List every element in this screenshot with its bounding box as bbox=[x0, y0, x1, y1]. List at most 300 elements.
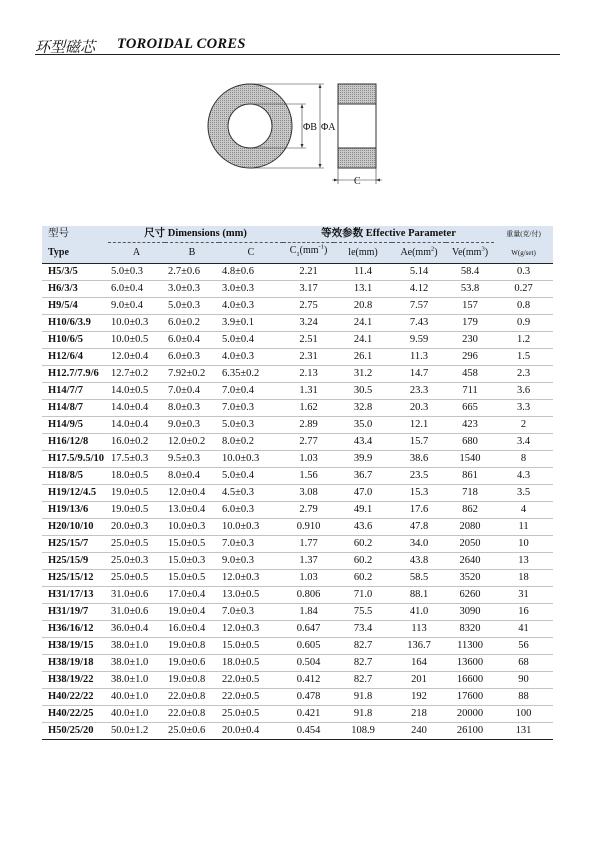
cell-le: 31.2 bbox=[334, 366, 392, 383]
cell-ve: 458 bbox=[446, 366, 494, 383]
cell-ve: 665 bbox=[446, 400, 494, 417]
cell-ae: 23.3 bbox=[392, 383, 446, 400]
cell-ve: 680 bbox=[446, 434, 494, 451]
table-row bbox=[42, 434, 553, 451]
cell-ae: 164 bbox=[392, 655, 446, 672]
cell-c: 20.0±0.4 bbox=[219, 723, 283, 740]
col-ae-header: $Ae(mm^2)$ bbox=[392, 243, 446, 264]
cell-ae: 41.0 bbox=[392, 604, 446, 621]
cell-c1: 3.08 bbox=[283, 485, 334, 502]
col-c-header: C bbox=[219, 243, 283, 264]
table-header-row-1 bbox=[42, 226, 553, 243]
cell-weight: 4.3 bbox=[494, 468, 553, 485]
cell-b: 12.0±0.2 bbox=[165, 434, 219, 451]
cell-c1: 0.910 bbox=[283, 519, 334, 536]
cell-ae: 218 bbox=[392, 706, 446, 723]
cores-table bbox=[42, 226, 553, 740]
table-row bbox=[42, 689, 553, 706]
cell-c: 12.0±0.3 bbox=[219, 621, 283, 638]
cell-ae: 192 bbox=[392, 689, 446, 706]
cell-le: 24.1 bbox=[334, 332, 392, 349]
cell-le: 91.8 bbox=[334, 706, 392, 723]
table-row bbox=[42, 417, 553, 434]
cell-c: 25.0±0.5 bbox=[219, 706, 283, 723]
type-header: Type bbox=[42, 243, 108, 264]
effective-parameter-header: 等效参数 Effective Parameter bbox=[283, 226, 494, 243]
title-en: TOROIDAL CORES bbox=[117, 36, 246, 52]
cell-a: 14.0±0.4 bbox=[108, 417, 165, 434]
cell-ae: 113 bbox=[392, 621, 446, 638]
cell-a: 50.0±1.2 bbox=[108, 723, 165, 740]
cell-c1: 1.03 bbox=[283, 451, 334, 468]
table-row bbox=[42, 298, 553, 315]
table-row bbox=[42, 485, 553, 502]
cell-le: 24.1 bbox=[334, 315, 392, 332]
cell-a: 40.0±1.0 bbox=[108, 689, 165, 706]
cell-type: H25/15/7 bbox=[42, 536, 108, 553]
cell-c: 9.0±0.3 bbox=[219, 553, 283, 570]
ring-inner bbox=[228, 104, 272, 148]
cell-le: 82.7 bbox=[334, 672, 392, 689]
col-c1-header: $C_1(mm^{-1})$ bbox=[283, 243, 334, 264]
cell-c1: 0.605 bbox=[283, 638, 334, 655]
cell-c1: 0.454 bbox=[283, 723, 334, 740]
cell-le: 60.2 bbox=[334, 570, 392, 587]
cell-c: 5.0±0.4 bbox=[219, 468, 283, 485]
table-row bbox=[42, 281, 553, 298]
cell-weight: 1.2 bbox=[494, 332, 553, 349]
cell-ae: 14.7 bbox=[392, 366, 446, 383]
cell-c: 5.0±0.4 bbox=[219, 332, 283, 349]
cell-type: H20/10/10 bbox=[42, 519, 108, 536]
cell-a: 19.0±0.5 bbox=[108, 502, 165, 519]
cell-le: 47.0 bbox=[334, 485, 392, 502]
table-row bbox=[42, 706, 553, 723]
cell-ve: 53.8 bbox=[446, 281, 494, 298]
cell-type: H6/3/3 bbox=[42, 281, 108, 298]
table-row bbox=[42, 315, 553, 332]
cell-c1: 2.51 bbox=[283, 332, 334, 349]
cell-c: 8.0±0.2 bbox=[219, 434, 283, 451]
cell-c1: 1.62 bbox=[283, 400, 334, 417]
cell-b: 19.0±0.8 bbox=[165, 638, 219, 655]
cell-ve: 58.4 bbox=[446, 264, 494, 281]
core-diagram bbox=[200, 80, 400, 190]
table-row bbox=[42, 570, 553, 587]
table-row bbox=[42, 451, 553, 468]
cell-a: 38.0±1.0 bbox=[108, 638, 165, 655]
cell-ve: 296 bbox=[446, 349, 494, 366]
table-row bbox=[42, 723, 553, 740]
toroid-drawing bbox=[200, 80, 400, 190]
cell-weight: 3.4 bbox=[494, 434, 553, 451]
page-header bbox=[35, 36, 560, 54]
cell-type: H19/13/6 bbox=[42, 502, 108, 519]
cell-c1: 2.21 bbox=[283, 264, 334, 281]
cell-b: 8.0±0.3 bbox=[165, 400, 219, 417]
cell-a: 18.0±0.5 bbox=[108, 468, 165, 485]
cell-a: 14.0±0.4 bbox=[108, 400, 165, 417]
cell-c: 4.5±0.3 bbox=[219, 485, 283, 502]
cell-le: 20.8 bbox=[334, 298, 392, 315]
cell-c1: 2.75 bbox=[283, 298, 334, 315]
cell-weight: 31 bbox=[494, 587, 553, 604]
cell-le: 11.4 bbox=[334, 264, 392, 281]
cell-type: H14/8/7 bbox=[42, 400, 108, 417]
cell-weight: 131 bbox=[494, 723, 553, 740]
cell-b: 5.0±0.3 bbox=[165, 298, 219, 315]
cell-weight: 3.6 bbox=[494, 383, 553, 400]
cell-a: 25.0±0.5 bbox=[108, 570, 165, 587]
cell-le: 60.2 bbox=[334, 536, 392, 553]
table-header-row-2 bbox=[42, 243, 553, 264]
cell-le: 39.9 bbox=[334, 451, 392, 468]
cell-weight: 16 bbox=[494, 604, 553, 621]
cell-ve: 16600 bbox=[446, 672, 494, 689]
cell-b: 3.0±0.3 bbox=[165, 281, 219, 298]
cell-ve: 230 bbox=[446, 332, 494, 349]
cell-ve: 157 bbox=[446, 298, 494, 315]
cell-c: 4.0±0.3 bbox=[219, 349, 283, 366]
cell-b: 19.0±0.4 bbox=[165, 604, 219, 621]
label-b: ΦB bbox=[303, 122, 317, 133]
cell-b: 19.0±0.6 bbox=[165, 655, 219, 672]
col-le-header: le(mm) bbox=[334, 243, 392, 264]
table-row bbox=[42, 519, 553, 536]
cell-le: 36.7 bbox=[334, 468, 392, 485]
cell-le: 91.8 bbox=[334, 689, 392, 706]
cell-c1: 2.77 bbox=[283, 434, 334, 451]
cell-b: 22.0±0.8 bbox=[165, 689, 219, 706]
cell-ve: 718 bbox=[446, 485, 494, 502]
cell-c: 5.0±0.3 bbox=[219, 417, 283, 434]
cell-weight: 56 bbox=[494, 638, 553, 655]
table-row bbox=[42, 672, 553, 689]
cell-b: 15.0±0.5 bbox=[165, 570, 219, 587]
cell-type: H36/16/12 bbox=[42, 621, 108, 638]
cell-type: H38/19/22 bbox=[42, 672, 108, 689]
cell-weight: 1.5 bbox=[494, 349, 553, 366]
cell-a: 25.0±0.3 bbox=[108, 553, 165, 570]
cell-c: 6.35±0.2 bbox=[219, 366, 283, 383]
table-row bbox=[42, 366, 553, 383]
cell-c1: 2.13 bbox=[283, 366, 334, 383]
cell-ve: 8320 bbox=[446, 621, 494, 638]
cell-c: 12.0±0.3 bbox=[219, 570, 283, 587]
cell-type: H38/19/15 bbox=[42, 638, 108, 655]
cell-ae: 43.8 bbox=[392, 553, 446, 570]
cell-ve: 2050 bbox=[446, 536, 494, 553]
cell-a: 31.0±0.6 bbox=[108, 587, 165, 604]
col-weight-header: W(g/set) bbox=[494, 243, 553, 264]
cell-c1: 1.31 bbox=[283, 383, 334, 400]
cell-type: H5/3/5 bbox=[42, 264, 108, 281]
cell-type: H12/6/4 bbox=[42, 349, 108, 366]
cell-ae: 20.3 bbox=[392, 400, 446, 417]
cell-c: 22.0±0.5 bbox=[219, 689, 283, 706]
cell-ae: 4.12 bbox=[392, 281, 446, 298]
cell-b: 6.0±0.4 bbox=[165, 332, 219, 349]
cell-ve: 3090 bbox=[446, 604, 494, 621]
cell-b: 22.0±0.8 bbox=[165, 706, 219, 723]
cell-weight: 4 bbox=[494, 502, 553, 519]
cell-c1: 2.89 bbox=[283, 417, 334, 434]
cell-a: 17.5±0.3 bbox=[108, 451, 165, 468]
table-row bbox=[42, 400, 553, 417]
cell-c: 13.0±0.5 bbox=[219, 587, 283, 604]
cell-c1: 2.31 bbox=[283, 349, 334, 366]
cell-ae: 11.3 bbox=[392, 349, 446, 366]
cell-ve: 6260 bbox=[446, 587, 494, 604]
cell-le: 82.7 bbox=[334, 638, 392, 655]
cell-le: 108.9 bbox=[334, 723, 392, 740]
cell-ae: 47.8 bbox=[392, 519, 446, 536]
cell-ae: 88.1 bbox=[392, 587, 446, 604]
table-row bbox=[42, 468, 553, 485]
cell-b: 6.0±0.3 bbox=[165, 349, 219, 366]
cell-a: 40.0±1.0 bbox=[108, 706, 165, 723]
cell-le: 73.4 bbox=[334, 621, 392, 638]
cell-le: 32.8 bbox=[334, 400, 392, 417]
cell-type: H50/25/20 bbox=[42, 723, 108, 740]
cell-weight: 0.27 bbox=[494, 281, 553, 298]
table-row bbox=[42, 332, 553, 349]
cell-ae: 5.14 bbox=[392, 264, 446, 281]
cell-weight: 0.8 bbox=[494, 298, 553, 315]
cell-b: 17.0±0.4 bbox=[165, 587, 219, 604]
cell-c1: 0.421 bbox=[283, 706, 334, 723]
cell-weight: 8 bbox=[494, 451, 553, 468]
cell-type: H18/8/5 bbox=[42, 468, 108, 485]
cell-c: 7.0±0.4 bbox=[219, 383, 283, 400]
side-view-top bbox=[338, 84, 376, 104]
cell-c1: 0.647 bbox=[283, 621, 334, 638]
cell-weight: 10 bbox=[494, 536, 553, 553]
cell-c: 3.0±0.3 bbox=[219, 281, 283, 298]
cell-c: 7.0±0.3 bbox=[219, 400, 283, 417]
cell-a: 9.0±0.4 bbox=[108, 298, 165, 315]
cell-b: 8.0±0.4 bbox=[165, 468, 219, 485]
cell-ae: 7.43 bbox=[392, 315, 446, 332]
table-row bbox=[42, 655, 553, 672]
cell-b: 12.0±0.4 bbox=[165, 485, 219, 502]
cell-ae: 58.5 bbox=[392, 570, 446, 587]
cell-ae: 38.6 bbox=[392, 451, 446, 468]
cell-type: H10/6/3.9 bbox=[42, 315, 108, 332]
cell-ve: 20000 bbox=[446, 706, 494, 723]
cell-ve: 2640 bbox=[446, 553, 494, 570]
cell-le: 35.0 bbox=[334, 417, 392, 434]
cell-type: H31/17/13 bbox=[42, 587, 108, 604]
cell-ve: 862 bbox=[446, 502, 494, 519]
cell-a: 38.0±1.0 bbox=[108, 655, 165, 672]
cell-type: H9/5/4 bbox=[42, 298, 108, 315]
cell-weight: 41 bbox=[494, 621, 553, 638]
cell-type: H12.7/7.9/6 bbox=[42, 366, 108, 383]
cell-c1: 3.17 bbox=[283, 281, 334, 298]
cell-type: H17.5/9.5/10 bbox=[42, 451, 108, 468]
cell-ae: 7.57 bbox=[392, 298, 446, 315]
cell-a: 10.0±0.5 bbox=[108, 332, 165, 349]
cell-b: 25.0±0.6 bbox=[165, 723, 219, 740]
cell-type: H40/22/22 bbox=[42, 689, 108, 706]
cell-ve: 1540 bbox=[446, 451, 494, 468]
header-rule bbox=[35, 54, 560, 55]
table-row bbox=[42, 349, 553, 366]
cell-le: 13.1 bbox=[334, 281, 392, 298]
table-row bbox=[42, 536, 553, 553]
cell-c1: 3.24 bbox=[283, 315, 334, 332]
cell-le: 75.5 bbox=[334, 604, 392, 621]
side-view-bottom bbox=[338, 148, 376, 168]
cell-a: 16.0±0.2 bbox=[108, 434, 165, 451]
cell-ve: 423 bbox=[446, 417, 494, 434]
cell-ae: 34.0 bbox=[392, 536, 446, 553]
cell-le: 43.4 bbox=[334, 434, 392, 451]
cell-c1: 0.504 bbox=[283, 655, 334, 672]
cell-ve: 861 bbox=[446, 468, 494, 485]
table-row bbox=[42, 264, 553, 281]
cell-le: 71.0 bbox=[334, 587, 392, 604]
cell-b: 10.0±0.3 bbox=[165, 519, 219, 536]
cell-weight: 0.9 bbox=[494, 315, 553, 332]
cell-a: 20.0±0.3 bbox=[108, 519, 165, 536]
cell-c: 3.9±0.1 bbox=[219, 315, 283, 332]
cell-weight: 2.3 bbox=[494, 366, 553, 383]
cell-ae: 201 bbox=[392, 672, 446, 689]
cell-c: 22.0±0.5 bbox=[219, 672, 283, 689]
cell-b: 9.0±0.3 bbox=[165, 417, 219, 434]
cell-ae: 23.5 bbox=[392, 468, 446, 485]
table-row bbox=[42, 383, 553, 400]
cell-type: H31/19/7 bbox=[42, 604, 108, 621]
cell-b: 15.0±0.5 bbox=[165, 536, 219, 553]
cell-a: 5.0±0.3 bbox=[108, 264, 165, 281]
cell-c1: 1.03 bbox=[283, 570, 334, 587]
cell-b: 2.7±0.6 bbox=[165, 264, 219, 281]
cell-c: 7.0±0.3 bbox=[219, 536, 283, 553]
cell-ve: 711 bbox=[446, 383, 494, 400]
cell-ae: 240 bbox=[392, 723, 446, 740]
cell-c: 15.0±0.5 bbox=[219, 638, 283, 655]
table-row bbox=[42, 553, 553, 570]
cell-ae: 15.3 bbox=[392, 485, 446, 502]
cell-le: 26.1 bbox=[334, 349, 392, 366]
cell-weight: 0.3 bbox=[494, 264, 553, 281]
cell-b: 9.5±0.3 bbox=[165, 451, 219, 468]
cell-c: 6.0±0.3 bbox=[219, 502, 283, 519]
cell-a: 38.0±1.0 bbox=[108, 672, 165, 689]
cell-type: H25/15/12 bbox=[42, 570, 108, 587]
cell-b: 7.0±0.4 bbox=[165, 383, 219, 400]
col-ve-header: $Ve(mm^3)$ bbox=[446, 243, 494, 264]
cell-type: H25/15/9 bbox=[42, 553, 108, 570]
cell-c1: 1.56 bbox=[283, 468, 334, 485]
cell-c: 4.8±0.6 bbox=[219, 264, 283, 281]
cell-a: 6.0±0.4 bbox=[108, 281, 165, 298]
side-view-mid bbox=[338, 104, 376, 148]
col-a-header: A bbox=[108, 243, 165, 264]
cell-c1: 0.806 bbox=[283, 587, 334, 604]
cell-ae: 9.59 bbox=[392, 332, 446, 349]
cell-type: H38/19/18 bbox=[42, 655, 108, 672]
cell-weight: 3.3 bbox=[494, 400, 553, 417]
cell-le: 30.5 bbox=[334, 383, 392, 400]
cell-type: H19/12/4.5 bbox=[42, 485, 108, 502]
cell-b: 13.0±0.4 bbox=[165, 502, 219, 519]
cell-ve: 11300 bbox=[446, 638, 494, 655]
cell-type: H16/12/8 bbox=[42, 434, 108, 451]
cell-ve: 179 bbox=[446, 315, 494, 332]
dimensions-header: 尺寸 Dimensions (mm) bbox=[108, 226, 283, 243]
col-b-header: B bbox=[165, 243, 219, 264]
cell-weight: 11 bbox=[494, 519, 553, 536]
cell-c: 7.0±0.3 bbox=[219, 604, 283, 621]
cell-type: H10/6/5 bbox=[42, 332, 108, 349]
table-row bbox=[42, 587, 553, 604]
cell-b: 7.92±0.2 bbox=[165, 366, 219, 383]
cell-le: 60.2 bbox=[334, 553, 392, 570]
cell-c1: 0.478 bbox=[283, 689, 334, 706]
cell-ve: 17600 bbox=[446, 689, 494, 706]
cell-b: 19.0±0.8 bbox=[165, 672, 219, 689]
cell-c1: 1.77 bbox=[283, 536, 334, 553]
cell-ve: 2080 bbox=[446, 519, 494, 536]
cell-b: 6.0±0.2 bbox=[165, 315, 219, 332]
cell-le: 43.6 bbox=[334, 519, 392, 536]
cell-b: 15.0±0.3 bbox=[165, 553, 219, 570]
table-row bbox=[42, 621, 553, 638]
table-row bbox=[42, 604, 553, 621]
cell-weight: 3.5 bbox=[494, 485, 553, 502]
cell-type: H14/9/5 bbox=[42, 417, 108, 434]
cell-ve: 26100 bbox=[446, 723, 494, 740]
cell-ae: 17.6 bbox=[392, 502, 446, 519]
cell-c: 10.0±0.3 bbox=[219, 519, 283, 536]
weight-cn-header: 重量(克/付) bbox=[494, 226, 553, 243]
cell-b: 16.0±0.4 bbox=[165, 621, 219, 638]
cell-a: 14.0±0.5 bbox=[108, 383, 165, 400]
cell-c1: 2.79 bbox=[283, 502, 334, 519]
cell-c: 18.0±0.5 bbox=[219, 655, 283, 672]
cell-c: 4.0±0.3 bbox=[219, 298, 283, 315]
cell-c: 10.0±0.3 bbox=[219, 451, 283, 468]
cell-weight: 68 bbox=[494, 655, 553, 672]
cell-type: H14/7/7 bbox=[42, 383, 108, 400]
cell-weight: 18 bbox=[494, 570, 553, 587]
cell-le: 82.7 bbox=[334, 655, 392, 672]
cell-le: 49.1 bbox=[334, 502, 392, 519]
cell-ae: 12.1 bbox=[392, 417, 446, 434]
cell-c1: 0.412 bbox=[283, 672, 334, 689]
cell-weight: 13 bbox=[494, 553, 553, 570]
cell-c1: 1.84 bbox=[283, 604, 334, 621]
cell-weight: 90 bbox=[494, 672, 553, 689]
cell-a: 19.0±0.5 bbox=[108, 485, 165, 502]
type-cn-header: 型号 bbox=[42, 226, 108, 243]
cell-a: 36.0±0.4 bbox=[108, 621, 165, 638]
cell-a: 10.0±0.3 bbox=[108, 315, 165, 332]
cell-a: 12.0±0.4 bbox=[108, 349, 165, 366]
table-row bbox=[42, 502, 553, 519]
title-cn: 环型磁芯 bbox=[35, 40, 96, 56]
cell-weight: 88 bbox=[494, 689, 553, 706]
cell-c1: 1.37 bbox=[283, 553, 334, 570]
cell-a: 31.0±0.6 bbox=[108, 604, 165, 621]
cell-a: 25.0±0.5 bbox=[108, 536, 165, 553]
table-row bbox=[42, 638, 553, 655]
label-a: ΦA bbox=[321, 122, 336, 133]
